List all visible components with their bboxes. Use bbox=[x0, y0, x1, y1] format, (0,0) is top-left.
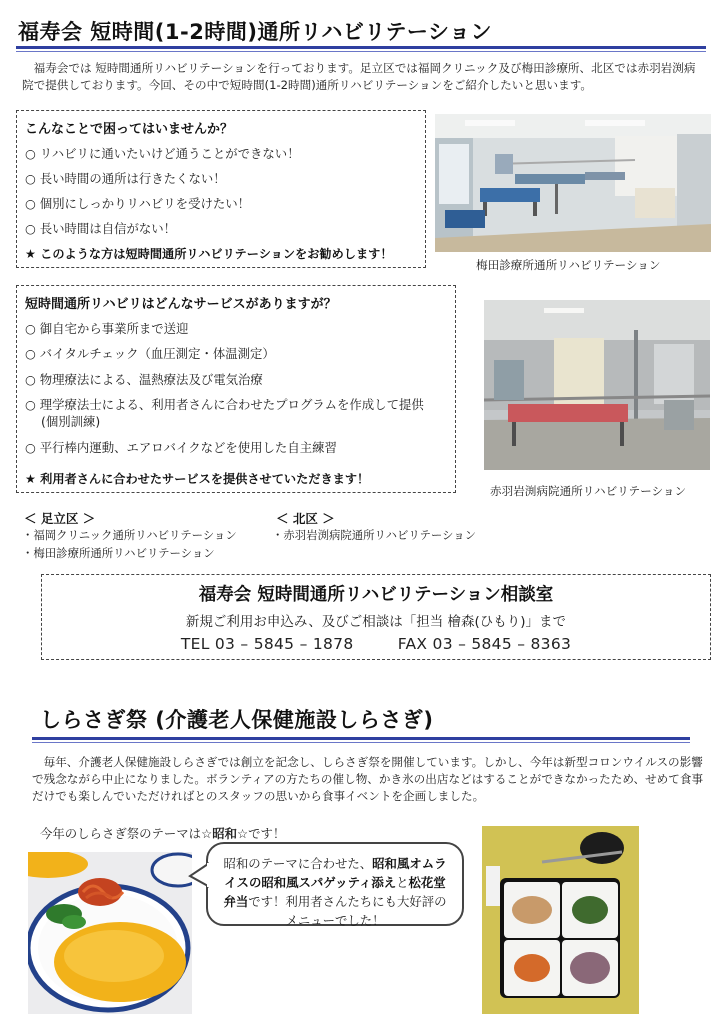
adachi-heading: ＜ 足立区 ＞ bbox=[24, 511, 96, 526]
section1-title: 福寿会 短時間(1-2時間)通所リハビリテーション bbox=[18, 20, 493, 44]
consultation-title: 福寿会 短時間通所リハビリテーション相談室 bbox=[198, 585, 554, 605]
speech-bubble-tail bbox=[188, 860, 212, 890]
service-item-sub: (個別訓練) bbox=[41, 414, 101, 429]
section1-intro: 福寿会では 短時間通所リハビリテーションを行っております。足立区では福岡クリニック及び梅田診療所、北区では赤羽岩渕病院で提供しております。今回、その中で短時間(1-2時間)通所リハビリテーションをご紹介したいと思います。 bbox=[22, 61, 696, 92]
kita-item: ・赤羽岩渕病院通所リハビリテーション bbox=[272, 528, 477, 542]
adachi-item: ・福岡クリニック通所リハビリテーション bbox=[22, 528, 237, 542]
services-recommend: ★ 利用者さんに合わせたサービスを提供させていただきます！ bbox=[25, 472, 370, 486]
service-item: ○ 平行棒内運動、エアロバイクなどを使用した自主練習 bbox=[25, 440, 337, 455]
concern-item: ○ リハビリに通いたいけど通うことができない！ bbox=[25, 146, 300, 161]
akabane-caption: 赤羽岩渕病院通所リハビリテーション bbox=[490, 484, 687, 498]
concern-item: ○ 長い時間は自信がない！ bbox=[25, 221, 177, 236]
service-item: ○ 理学療法士による、利用者さんに合わせたプログラムを作成して提供 bbox=[25, 397, 424, 412]
concern-item: ○ 長い時間の通所は行きたくない！ bbox=[25, 171, 226, 186]
consultation-fax: FAX 03 – 5845 – 8363 bbox=[397, 635, 572, 653]
consultation-box bbox=[41, 574, 711, 660]
adachi-item: ・梅田診療所通所リハビリテーション bbox=[22, 546, 215, 560]
consultation-contact-line: 新規ご利用お申込み、及びご相談は「担当 檜森(ひもり)」まで bbox=[185, 614, 567, 630]
omurice-photo bbox=[28, 852, 192, 1014]
umeda-caption: 梅田診療所通所リハビリテーション bbox=[476, 258, 661, 272]
section2-rule bbox=[32, 737, 690, 740]
bento-photo bbox=[482, 826, 639, 1014]
kita-heading: ＜ 北区 ＞ bbox=[276, 511, 335, 526]
section2-title: しらさぎ祭 (介護老人保健施設しらさぎ) bbox=[40, 708, 434, 732]
service-item: ○ 御自宅から事業所まで送迎 bbox=[25, 321, 189, 336]
section1-rule bbox=[16, 46, 706, 49]
services-box bbox=[16, 285, 456, 493]
umeda-rehab-photo bbox=[435, 114, 711, 252]
concerns-box bbox=[16, 110, 426, 268]
concerns-recommend: ★ このような方は短時間通所リハビリテーションをお勧めします！ bbox=[25, 247, 393, 261]
concerns-title: こんなことで困ってはいませんか？ bbox=[25, 122, 234, 137]
menu-speech-text: 昭和のテーマに合わせた、昭和風オムライスの昭和風スパゲッティ添えと松花堂弁当です！利用者さんたちにも大好評のメニューでした！ bbox=[223, 856, 447, 928]
service-item: ○ 物理療法による、温熱療法及び電気治療 bbox=[25, 372, 263, 387]
section2-intro: 毎年、介護老人保健施設しらさぎでは創立を記念し、しらさぎ祭を開催しています。しかし、今年は新型コロンウイルスの影響で残念ながら中止になりました。ボランティアの方たちの催し物、かき氷の出店などはすることができなかったため、せめて食事だけでも楽しんでいただければとのスタッフの思いから食事イベントを企画しました。 bbox=[32, 755, 704, 803]
service-item: ○ バイタルチェック（血圧測定・体温測定） bbox=[25, 346, 275, 361]
menu-speech-bubble bbox=[206, 842, 464, 926]
section2-rule-thin bbox=[32, 742, 690, 743]
consultation-tel: TEL 03 – 5845 – 1878 bbox=[180, 635, 354, 653]
festival-theme: 今年のしらさぎ祭のテーマは☆昭和☆です！ bbox=[40, 826, 286, 841]
concern-item: ○ 個別にしっかりリハビリを受けたい！ bbox=[25, 196, 251, 211]
theme-word: 昭和 bbox=[212, 826, 237, 841]
services-title: 短時間通所リハビリはどんなサービスがありますが？ bbox=[25, 297, 337, 312]
section1-rule-thin bbox=[16, 51, 706, 52]
akabane-rehab-photo bbox=[484, 300, 710, 470]
